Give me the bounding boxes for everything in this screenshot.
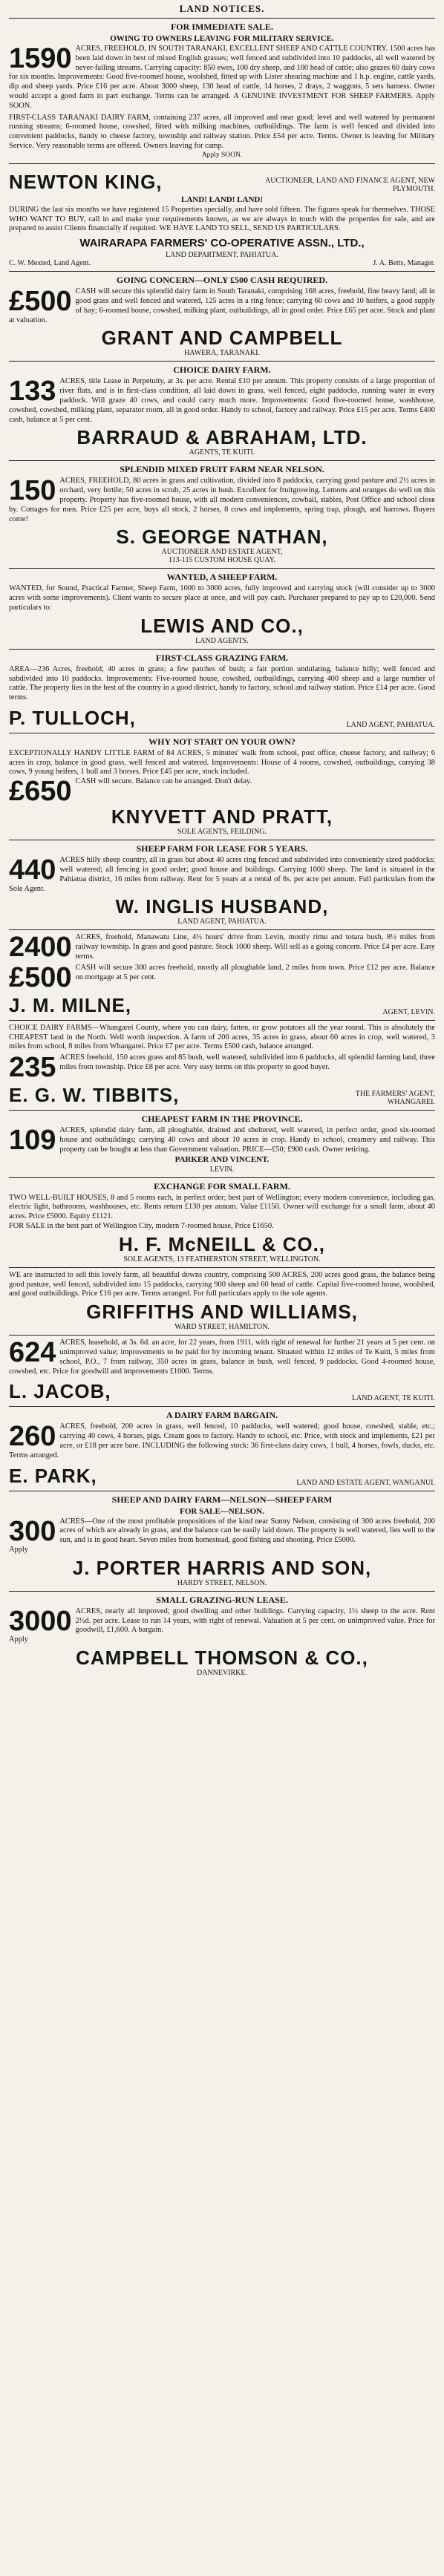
ad-apply: Apply — [9, 1545, 28, 1554]
assoc-sub: LAND DEPARTMENT, PAHIATUA. — [166, 251, 278, 260]
masthead: LAND NOTICES. — [9, 3, 435, 19]
ad-why-not — [9, 733, 435, 840]
ad-dropcap: 300 — [9, 1517, 56, 1546]
ad-body: DURING the last six months we have registered 15 Properties specially, and have sold fifteen. The figures speak for themselves. THOSE WHO WANT TO BUY, call in and make your requirements known, as we are always in touch with the properties for sale, and are prepared to assist Clients financially if required. WE HAVE LAND TO SELL, SEND US PARTICULARS. — [9, 205, 435, 233]
ad-body-2 — [9, 964, 435, 990]
ad-choice-dairy — [9, 362, 435, 461]
ad-dropcap: 440 — [9, 856, 56, 886]
agent-row — [9, 705, 435, 729]
agent-role: LAND AGENT, TE KUITI. — [351, 1394, 435, 1403]
ad-grazing — [9, 650, 435, 733]
ad-immediate-sale — [9, 19, 435, 164]
ad-extra: FOR SALE in the best part of Wellington City, modern 7-roomed house, Price £1650. — [9, 1222, 274, 1231]
ad-text: ACRES—One of the most profitable propositions of the kind near Sunny Nelson, consisting of 300 acres freehold, 200 acres of which are already in grass, and the balance can be easily laid down. The property is well watered, lies well to the sun, and is in good heart. Seven miles from homestead, good fishing and shooting. Price £5000. — [59, 1517, 435, 1545]
ad-body — [9, 856, 435, 894]
ad-heading: FOR IMMEDIATE SALE. — [170, 22, 274, 32]
ad-subheading: OWING TO OWNERS LEAVING FOR MILITARY SERVICE. — [110, 34, 334, 43]
ad-text: ACRES, freehold, 200 acres in grass, well fenced, 10 paddocks, well watered; good house, cowshed, stable, etc.; carrying 40 cows, 4 horses, pigs. Cream goes to factory. Handy to school, etc. Price, with stock and implements, £21 per acre, or £18 per acre bare. INCLUDING the following stock: 36 first-class dairy cows, 1 bull, 4 horses, fowls, ducks, etc. Terms arranged. — [9, 1422, 435, 1459]
ad-fruit-farm — [9, 461, 435, 569]
ad-body — [9, 1607, 435, 1635]
agent-name: BARRAUD & ABRAHAM, LTD. — [76, 426, 368, 449]
ad-text: ACRES hilly sheep country, all in grass but about 40 acres ring fenced and subdivided into conveniently sized paddocks; well watered; all fencing in good order; good house and buildings. Carrying 1000 sheep. The land is situated in the Pahiatua district, 16 miles from railway. Rent for 5 years at a rental of 8s. per acre per annum. Full particulars from the Sole Agent. — [9, 856, 435, 893]
ad-heading: GOING CONCERN—ONLY £500 CASH REQUIRED. — [116, 275, 328, 286]
ad-heading: CHEAPEST FARM IN THE PROVINCE. — [141, 1114, 303, 1125]
ad-extra: FIRST-CLASS TARANAKI DAIRY FARM, containing 237 acres, all improved and near good; level and well watered by permanent running streams; 6-roomed house, cowshed, fitted with milking machines, outbuildings. The farm is well fenced and divided into convenient paddocks, handy to cheese factory, township and railway station. Price £54 per acre. Terms. Owner is leaving for Military Service. Very reasonable terms are offered. Owners leaving for camp. — [9, 113, 435, 150]
agent-role: SOLE AGENTS, 13 FEATHERSTON STREET, WELLINGTON. — [123, 1255, 321, 1264]
agent-row — [9, 1379, 435, 1402]
agent-name: P. TULLOCH, — [9, 706, 136, 729]
ad-price-note: CASH will secure. Balance can be arranged. Don't delay. — [75, 777, 252, 786]
agent-role: LAND AGENTS. — [195, 636, 249, 645]
ad-text: CASH will secure this splendid dairy farm in South Taranaki, comprising 168 acres, freehold, fine heavy land; all in good grass and well fenced and watered, 125 acres in a ring fence; carrying 60 cows and 10 heifers, a good supply of hay; 6-roomed house, cowshed, milking plant, outbuildings, all in good order. Price £65 per acre. Stock and plant at valuation. — [9, 287, 435, 324]
assoc-name: WAIRARAPA FARMERS' CO-OPERATIVE ASSN., LTD., — [79, 237, 365, 250]
ad-text-2: CASH will secure 300 acres freehold, mostly all ploughable land, 2 miles from town. Price £12 per acre. Balance on mortgage at 5 per cent. — [75, 963, 435, 981]
agent-name: CAMPBELL THOMSON & CO., — [76, 1646, 368, 1669]
agent-role: LAND AND ESTATE AGENT, WANGANUI. — [296, 1478, 435, 1487]
agent-name: KNYVETT AND PRATT, — [111, 805, 333, 828]
ad-heading: EXCHANGE FOR SMALL FARM. — [154, 1180, 290, 1191]
ad-dropcap: 260 — [9, 1422, 56, 1453]
agent-name: W. INGLIS HUSBAND, — [115, 895, 329, 918]
ad-text: ACRES, leasehold, at 3s. 6d. an acre, for 22 years, from 1911, with right of renewal for further 21 years at 5 per cent. on unimproved value; improvements to be paid for by incoming tenant. Situated within 12 miles of Te Kuiti, 5 miles from school, P.O., 7 from railway, 350 acres in grass, balance in bush, well fenced, 9 paddocks. Good 4-roomed house, cowshed, etc. Price for goodwill and improvements £1000. Terms. — [9, 1338, 435, 1376]
agent-name: LEWIS AND CO., — [140, 614, 304, 637]
ad-dairy-bargain — [9, 1407, 435, 1491]
agent-role: DANNEVIRKE. — [196, 1668, 248, 1677]
ad-dropcap: £500 — [9, 287, 72, 318]
ad-nelson — [9, 1491, 435, 1592]
ad-body — [9, 1517, 435, 1546]
agent-name: H. F. McNEILL & CO., — [118, 1232, 326, 1255]
agent-role: THE FARMERS' AGENT, WHANGAREI. — [355, 1090, 435, 1107]
ad-price-line — [9, 777, 435, 804]
ad-dropcap: 1590 — [9, 45, 72, 74]
manager-right: J. A. Betts, Manager. — [373, 259, 435, 268]
agent-name: GRIFFITHS AND WILLIAMS, — [86, 1301, 358, 1324]
agent-name: NEWTON KING, — [9, 170, 163, 193]
agent-role: AGENT, LEVIN. — [382, 1007, 435, 1016]
ad-body-2 — [9, 1053, 435, 1080]
ad-heading: SHEEP FARM FOR LEASE FOR 5 YEARS. — [136, 843, 308, 854]
agent-role: AGENTS, TE KUITI. — [189, 448, 255, 457]
agent-role: WARD STREET, HAMILTON. — [174, 1323, 270, 1332]
ad-text: ACRES, nearly all improved; good dwelling and other buildings. Carrying capacity, 1½ sheep to the acre. Rent 2½d. per acre. Lease to run 14 years, with right of renewal. Valuation at 5 per cent. on unimproved value. Price for goodwill, £1,600. A bargain. — [75, 1606, 435, 1635]
ad-body — [9, 377, 435, 425]
ad-dropcap: 109 — [9, 1126, 56, 1155]
agent-role: HARDY STREET, NELSON. — [177, 1578, 267, 1587]
ad-body — [9, 1338, 435, 1376]
agent-name: GRANT AND CAMPBELL — [101, 327, 343, 350]
ad-levin — [9, 930, 435, 1020]
ad-body: CHOICE DAIRY FARMS—Whangarei County, where you can dairy, fatten, or grow potatoes all the year round. This is absolutely the CHEAPEST land in the North. Well worth inspection. A farm of 200 acres, 35 acres in grass, about 60 acres in crop, well watered, 3 miles from school, 8 miles from Whangarei. Price £7 per acre. Terms £500 cash, balance arranged. — [9, 1023, 435, 1051]
agent-name: S. GEORGE NATHAN, — [116, 526, 328, 549]
ad-body — [9, 1126, 435, 1154]
ad-dropcap: £650 — [9, 777, 72, 805]
agent-name: L. JACOB, — [9, 1380, 111, 1403]
ad-small-run — [9, 1592, 435, 1681]
agent-role: AUCTIONEER AND ESTATE AGENT, — [161, 548, 283, 557]
ad-exchange — [9, 1178, 435, 1268]
ad-text: ACRES, title Lease in Perpetuity, at 3s. per acre. Rental £10 per annum. This property consists of a large proportion of river flats, and is in first-class condition, all laid down in grass, well fenced, eight paddocks, running water in every paddock. Will graze 40 cows, and could carry much more. Improvements: Good five-roomed house, washhouse, cowshed, cowshed, milking plant, separator room, all in good order. Handy to school, factory and railway. Price £15 per acre. Terms £400 cash, balance at 5 per cent. — [9, 377, 435, 424]
ad-dropcap-2: £500 — [9, 963, 72, 990]
page — [9, 0, 435, 1681]
ad-heading: FIRST-CLASS GRAZING FARM. — [155, 652, 289, 663]
ad-dropcap: 150 — [9, 477, 56, 507]
ad-heading: SHEEP AND DAIRY FARM—NELSON—SHEEP FARM — [111, 1494, 333, 1505]
ad-cheapest — [9, 1111, 435, 1177]
agent-role: LAND AGENT, PAHIATUA. — [177, 918, 267, 926]
ad-subheading: FOR SALE—NELSON. — [180, 1506, 264, 1516]
agent-role: AUCTIONEER, LAND AND FINANCE AGENT, NEW PLYMOUTH. — [265, 176, 435, 193]
agent-row — [9, 169, 435, 193]
ad-text: ACRES freehold, 150 acres grass and 85 bush, well watered, subdivided into 6 paddocks, all splendid farming land, three miles from township. Price £8 per acre. Very easy terms on this property to good buyer. — [59, 1053, 435, 1072]
agent-role: LEVIN. — [209, 1165, 235, 1174]
agent-name: J. PORTER HARRIS AND SON, — [72, 1556, 372, 1579]
ad-text: ACRES, FREEHOLD, 80 acres in grass and cultivation, divided into 8 paddocks, carrying good pasture and 2½ acres in orchard, very fertile; 50 acres in scrub, 25 acres in bush. Excellent for fruitgrowing. Lemons and oranges do well on this property. Property has five-roomed house, with all modern conveniences, cowbail, stables, Post Office and school close by. Cottages for men. Price £25 per acre, buys all stock, 2 horses, 8 cows and implements, spring trap, plough, and harrows. Buyers come! — [9, 477, 435, 523]
ad-body: WE are instructed to sell this lovely farm, all beautiful downs country, comprising 500 ACRES, 200 acres good grass, the balance being good pasture, well fenced, subdivided into 15 paddocks, carrying 900 sheep and 60 head of cattle. Capital five-roomed house, woolshed, and good outbuildings. Price £16 per acre. Terms arranged. For full particulars apply to the sole agents. — [9, 1270, 435, 1298]
agent-row — [9, 993, 435, 1016]
ad-heading: A DAIRY FARM BARGAIN. — [166, 1410, 278, 1421]
ad-heading: CHOICE DAIRY FARM. — [173, 365, 271, 376]
ad-te-kuiti — [9, 1336, 435, 1407]
ad-text: ACRES, FREEHOLD, IN SOUTH TARANAKI, EXCELLENT SHEEP AND CATTLE COUNTRY. 1500 acres has been laid down in best of mixed English grasses; well fenced and subdivided into 10 paddocks, all well watered by never-failing streams. Carrying capacity: 850 ewes, 100 dry sheep, and 100 head of cattle; also grazes 60 dairy cows for six months. Improvements: Good five-roomed house, woolshed, fitted up with Lister shearing machine and 1 h.p. engine, cattle yards, dip and sheep yards. Price £16 per acre. About 3000 sheep, 130 head of cattle, 14 horses, 2 drays, 2 waggons, 5 sets harness. Owner would accept a good farm in part exchange. Terms can be arranged. A GENUINE INVESTMENT FOR SHEEP FARMERS. Apply SOON. — [9, 45, 435, 110]
ad-dropcap: 235 — [9, 1053, 56, 1081]
agent-role: LAND AGENT, PAHIATUA. — [346, 720, 435, 729]
ad-text: ACRES, freehold, Manawatu Line, 4½ hours' drive from Levin, mostly rimu and totara bush, 8½ miles from railway township. In grass and good pasture. Stock 1000 sheep. Will sell as a going concern. Price £4 per acre. Easy terms. — [75, 933, 435, 961]
ad-body — [9, 287, 435, 325]
ad-body: AREA—236 Acres, freehold; 40 acres in grass; a few patches of bush; a fair portion undulating, balance hilly; well fenced and subdivided into 10 paddocks. Improvements: Five-roomed house, cowshed, outbuildings, carrying 400 sheep and a large number of cattle. The property lies in the best of the country in a good district, handy to factory, school and railway station. Price £14 per acre. Good terms. — [9, 664, 435, 702]
land-call: LAND! LAND! LAND! — [181, 194, 263, 204]
ad-waikato — [9, 1268, 435, 1336]
agent-name: E. G. W. TIBBITS, — [9, 1084, 180, 1107]
ad-dropcap: 133 — [9, 377, 56, 408]
agent-role: HAWERA, TARANAKI. — [184, 349, 260, 358]
ad-dropcap: 3000 — [9, 1606, 72, 1636]
manager-row — [9, 259, 435, 267]
ad-sheep-lease — [9, 840, 435, 930]
ad-newton-king — [9, 164, 435, 272]
ad-dropcap: 2400 — [9, 933, 72, 962]
ad-body — [9, 477, 435, 524]
ad-text: ACRES, splendid dairy farm, all ploughable, drained and sheltered, well watered, in perfect order, good six-roomed house and outbuildings; carrying 40 cows and about 10 acres in crop. Handy to school, creamery and railway. This property can be bought at less than Government valuation. PRICE—£50; £900 cash. Owner retiring. — [59, 1126, 435, 1154]
ad-heading: SPLENDID MIXED FRUIT FARM NEAR NELSON. — [120, 464, 324, 475]
ad-body — [9, 1422, 435, 1460]
ad-heading: WANTED, A SHEEP FARM. — [166, 572, 278, 583]
agent-address: 113-115 CUSTOM HOUSE QUAY. — [168, 556, 276, 565]
ad-heading: SMALL GRAZING-RUN LEASE. — [156, 1594, 288, 1605]
ad-body: WANTED, for Sound, Practical Farmer, Sheep Farm, 1000 to 3000 acres, fully improved and carrying stock (will consider up to 3000 acres with some improvements). Client wants to secure place at once, and will pay cash. Purchaser prepared to pay up to £20,000. Send particulars to: — [9, 584, 435, 612]
ad-going-concern — [9, 272, 435, 362]
ad-whangarei — [9, 1021, 435, 1111]
ad-wanted — [9, 569, 435, 649]
ad-heading: WHY NOT START ON YOUR OWN? — [148, 736, 296, 747]
ad-body — [9, 933, 435, 961]
ad-body — [9, 45, 435, 111]
agent-name: J. M. MILNE, — [9, 993, 132, 1016]
ad-apply: Apply SOON. — [201, 151, 243, 159]
agent-row — [9, 1082, 435, 1106]
agent-name: PARKER AND VINCENT. — [174, 1154, 270, 1164]
ad-body: EXCEPTIONALLY HANDY LITTLE FARM of 84 ACRES, 5 minutes' walk from school, post office, cheese factory, and railway; 6 acres in crop, balance in good grass, well fenced and watered. Improvements: House of 4 rooms, cowshed, outbuildings, carrying 38 cows, 9 young heifers, 1 bull and 3 horses. Price £45 per acre, stock included. — [9, 748, 435, 777]
agent-name: E. PARK, — [9, 1464, 97, 1487]
agent-role: SOLE AGENTS, FEILDING. — [177, 828, 267, 837]
ad-body: TWO WELL-BUILT HOUSES, 8 and 5 rooms each, in perfect order; best part of Wellington; every modern convenience, including gas, electric light, bathrooms, washhouses, etc. Rents return £130 per annum. Value £1150. Owner will exchange for a small farm, about 40 acres. Price £5000. Equity £1121. — [9, 1193, 435, 1221]
manager-left: C. W. Mexted, Land Agent. — [9, 259, 91, 268]
ad-dropcap: 624 — [9, 1338, 56, 1369]
ad-apply: Apply — [9, 1635, 28, 1644]
agent-row — [9, 1463, 435, 1487]
